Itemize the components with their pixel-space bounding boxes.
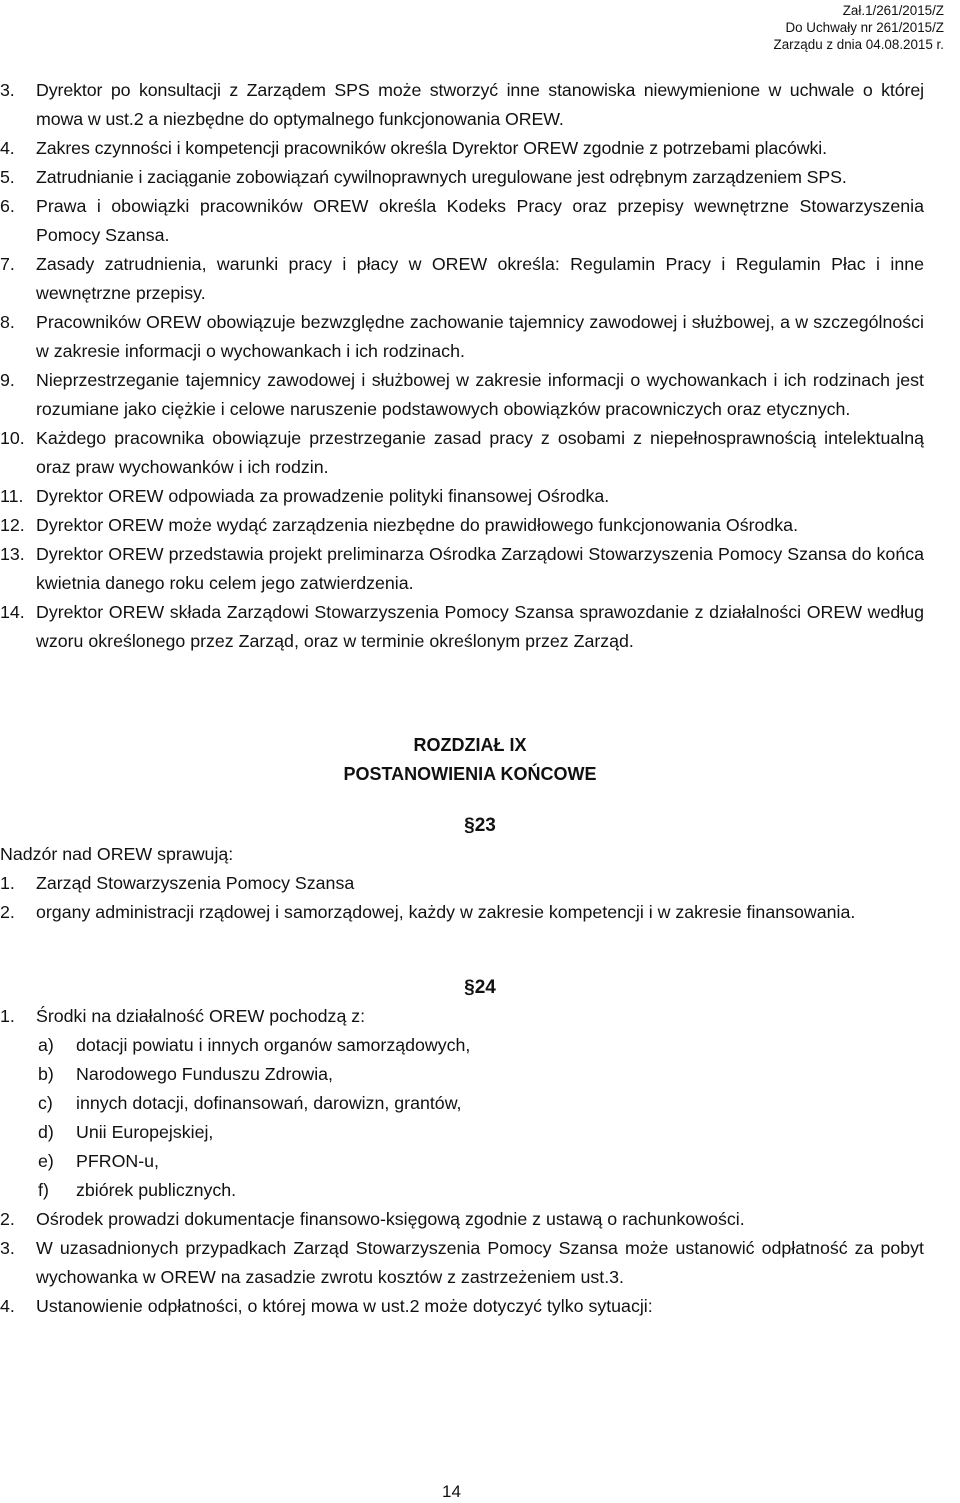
list-item — [0, 76, 924, 134]
item-text: Ustanowienie odpłatności, o której mowa w ust.2 może dotyczyć tylko sytuacji: — [36, 1296, 653, 1316]
item-text: Zarząd Stowarzyszenia Pomocy Szansa — [36, 873, 355, 893]
sub-list-item — [0, 1147, 960, 1176]
sub-item-text: Unii Europejskiej, — [76, 1122, 214, 1142]
paragraph-24-heading — [0, 973, 960, 1002]
spacer — [0, 927, 960, 973]
sub-item-letter: a) — [38, 1035, 54, 1055]
list-item — [0, 511, 924, 540]
item-number: 14. — [0, 602, 25, 622]
chapter-number: ROZDZIAŁ IX — [413, 735, 527, 755]
list-item — [0, 1292, 924, 1321]
item-number: 6. — [0, 196, 15, 216]
item-text: Pracowników OREW obowiązuje bezwzględne zachowanie tajemnicy zawodowej i służbowej, a w szczególności w zakresie informacji o wychowankach i ich rodzinach. — [36, 312, 924, 361]
list-item — [0, 540, 924, 598]
paragraph-number: 24 — [474, 977, 496, 998]
item-text: Zatrudnianie i zaciąganie zobowiązań cywilnoprawnych uregulowane jest odrębnym zarządzeniem SPS. — [36, 167, 847, 187]
list-item — [0, 250, 924, 308]
item-number: 3. — [0, 80, 15, 100]
section-sign-icon: § — [464, 815, 475, 836]
item-text: Każdego pracownika obowiązuje przestrzeganie zasad pracy z osobami z niepełnosprawnością intelektualną oraz praw wychowanków i ich rodzin. — [36, 428, 924, 477]
header-board-date: Zarządu z dnia 04.08.2015 r. — [773, 37, 944, 52]
chapter-heading — [0, 731, 940, 789]
item-text: Nieprzestrzeganie tajemnicy zawodowej i służbowej w zakresie informacji o wychowankach i ich rodzinach jest rozumiane jako ciężkie i celowe naruszenie podstawowych obowiązków pracowniczych oraz etycznych. — [36, 370, 924, 419]
sub-item-letter: f) — [38, 1180, 49, 1200]
document-body — [0, 76, 960, 1321]
item-number: 3. — [0, 1238, 15, 1258]
item-text: Zakres czynności i kompetencji pracowników określa Dyrektor OREW zgodnie z potrzebami placówki. — [36, 138, 827, 158]
item-number: 8. — [0, 312, 15, 332]
item-number: 7. — [0, 254, 15, 274]
item-number: 13. — [0, 544, 25, 564]
list-item — [0, 366, 924, 424]
list-item — [0, 598, 924, 656]
sub-list-item — [0, 1060, 960, 1089]
sub-item-letter: e) — [38, 1151, 54, 1171]
item-text: Dyrektor OREW składa Zarządowi Stowarzyszenia Pomocy Szansa sprawozdanie z działalności OREW według wzoru określonego przez Zarząd, oraz w terminie określonym przez Zarząd. — [36, 602, 924, 651]
header-resolution-reference: Do Uchwały nr 261/2015/Z — [785, 20, 944, 35]
sub-list-item — [0, 1089, 960, 1118]
sub-list-item — [0, 1031, 960, 1060]
sub-item-text: zbiórek publicznych. — [76, 1180, 237, 1200]
sub-item-letter: d) — [38, 1122, 54, 1142]
item-text: W uzasadnionych przypadkach Zarząd Stowarzyszenia Pomocy Szansa może ustanowić odpłatność za pobyt wychowanka w OREW na zasadzie zwrotu kosztów z zastrzeżeniem ust.3. — [36, 1238, 924, 1287]
item-number: 4. — [0, 138, 15, 158]
item-text: Dyrektor OREW może wydąć zarządzenia niezbędne do prawidłowego funkcjonowania Ośrodka. — [36, 515, 799, 535]
item-text: Prawa i obowiązki pracowników OREW określa Kodeks Pracy oraz przepisy wewnętrzne Stowarzyszenia Pomocy Szansa. — [36, 196, 924, 245]
item-text: Ośrodek prowadzi dokumentacje finansowo-księgową zgodnie z ustawą o rachunkowości. — [36, 1209, 745, 1229]
spacer — [0, 656, 960, 731]
sub-item-letter: c) — [38, 1093, 53, 1113]
item-number: 12. — [0, 515, 25, 535]
sub-item-text: Narodowego Funduszu Zdrowia, — [76, 1064, 333, 1084]
item-number: 9. — [0, 370, 15, 390]
list-item — [0, 192, 924, 250]
sub-item-letter: b) — [38, 1064, 54, 1084]
sub-item-text: dotacji powiatu i innych organów samorządowych, — [76, 1035, 471, 1055]
item-text: Dyrektor po konsultacji z Zarządem SPS może stworzyć inne stanowiska niewymienione w uchwale o której mowa w ust.2 a niezbędne do optymalnego funkcjonowania OREW. — [36, 80, 924, 129]
sub-list-item — [0, 1118, 960, 1147]
paragraph-number: 23 — [474, 815, 496, 836]
list-item — [0, 1234, 924, 1292]
item-text: Dyrektor OREW przedstawia projekt preliminarza Ośrodka Zarządowi Stowarzyszenia Pomocy Szansa do końca kwietnia danego roku celem jego zatwierdzenia. — [36, 544, 924, 593]
item-number: 5. — [0, 167, 15, 187]
item-number: 1. — [0, 873, 15, 893]
sub-item-text: innych dotacji, dofinansowań, darowizn, grantów, — [76, 1093, 462, 1113]
item-number: 11. — [0, 486, 24, 506]
items-list-top — [0, 76, 960, 656]
item-text: Środki na działalność OREW pochodzą z: — [36, 1006, 366, 1026]
item-text: Dyrektor OREW odpowiada za prowadzenie polityki finansowej Ośrodka. — [36, 486, 610, 506]
spacer — [0, 789, 960, 811]
chapter-title: POSTANOWIENIA KOŃCOWE — [343, 764, 597, 784]
list-item — [0, 898, 924, 927]
item-number: 1. — [0, 1006, 15, 1026]
paragraph-23-intro: Nadzór nad OREW sprawują: — [0, 844, 234, 864]
list-item — [0, 869, 924, 898]
page-number: 14 — [442, 1482, 461, 1501]
list-item — [0, 308, 924, 366]
item-text: Zasady zatrudnienia, warunki pracy i płacy w OREW określa: Regulamin Pracy i Regulamin Płac i inne wewnętrzne przepisy. — [36, 254, 924, 303]
sub-list-item — [0, 1176, 960, 1205]
list-item — [0, 1002, 924, 1031]
sub-item-text: PFRON-u, — [76, 1151, 159, 1171]
section-sign-icon: § — [464, 977, 475, 998]
item-text: organy administracji rządowej i samorządowej, każdy w zakresie kompetencji i w zakresie finansowania. — [36, 902, 856, 922]
item-number: 10. — [0, 428, 25, 448]
document-header — [644, 2, 944, 53]
paragraph-23-heading — [0, 811, 960, 840]
list-item — [0, 163, 924, 192]
item-number: 2. — [0, 1209, 15, 1229]
item-number: 4. — [0, 1296, 15, 1316]
header-attachment-number: Zał.1/261/2015/Z — [842, 3, 944, 18]
list-item — [0, 424, 924, 482]
item-number: 2. — [0, 902, 15, 922]
list-item — [0, 482, 924, 511]
list-item — [0, 134, 924, 163]
list-item — [0, 1205, 924, 1234]
